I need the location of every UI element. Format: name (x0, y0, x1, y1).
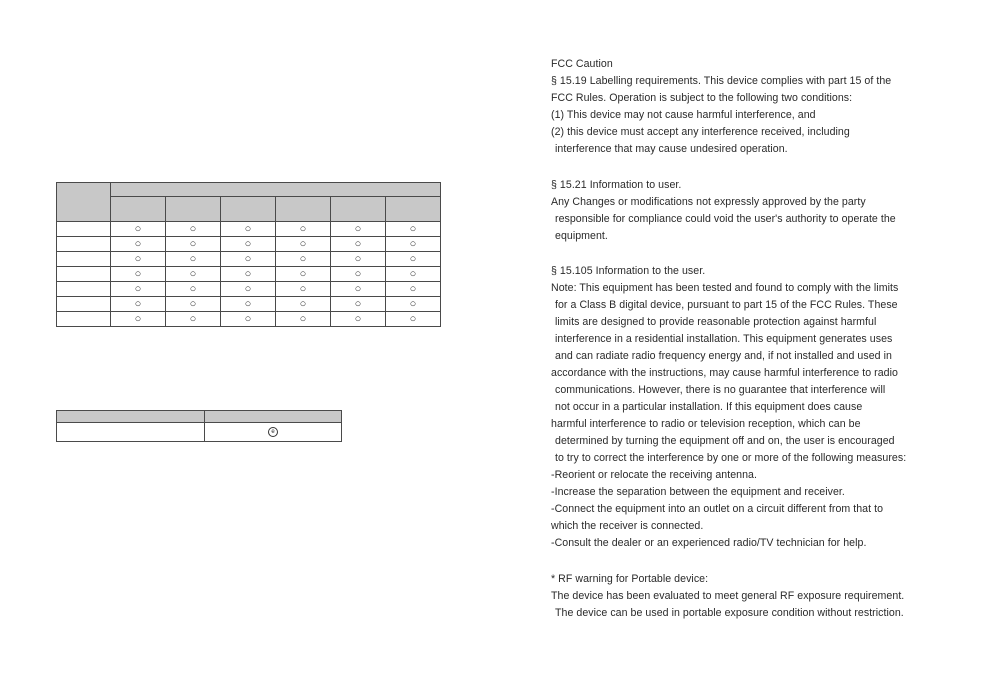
table-header-row (57, 197, 441, 222)
table-cell (166, 222, 221, 237)
part-name-cell (57, 267, 111, 282)
table-cell (386, 267, 441, 282)
hazardous-substance-table (56, 182, 441, 327)
fcc-text-line: -Reorient or relocate the receiving antenna. (551, 469, 757, 481)
table-row (57, 237, 441, 252)
table-cell (166, 237, 221, 252)
table-row (57, 222, 441, 237)
table-row (57, 252, 441, 267)
not-exceed-mark-icon: ○ (299, 282, 307, 295)
not-exceed-mark-icon: ○ (299, 312, 307, 325)
table-cell (111, 312, 166, 327)
fcc-text-line: and can radiate radio frequency energy and, if not installed and used in (555, 350, 892, 362)
table-cell (276, 282, 331, 297)
table-header-cell (221, 197, 276, 222)
fcc-text-line: (1) This device may not cause harmful interference, and (551, 109, 816, 121)
table-cell (57, 423, 205, 442)
table-cell (166, 282, 221, 297)
not-exceed-mark-icon: ○ (189, 282, 197, 295)
part-name-cell (57, 297, 111, 312)
table-header-cell (166, 197, 221, 222)
table-row (57, 312, 441, 327)
not-exceed-mark-icon: ○ (244, 267, 252, 280)
table-header-row (57, 183, 441, 197)
not-exceed-mark-icon: ○ (409, 312, 417, 325)
fcc-text-line: -Consult the dealer or an experienced radio/TV technician for help. (551, 537, 867, 549)
part-name-cell (57, 252, 111, 267)
table-cell (111, 222, 166, 237)
not-exceed-mark-icon: ○ (134, 237, 142, 250)
table-cell (276, 252, 331, 267)
efup-logo-icon: e (268, 427, 278, 437)
table-row (57, 297, 441, 312)
fcc-text-line: equipment. (555, 230, 608, 242)
not-exceed-mark-icon: ○ (189, 312, 197, 325)
table-cell (221, 267, 276, 282)
not-exceed-mark-icon: ○ (244, 297, 252, 310)
fcc-text-line: responsible for compliance could void the user's authority to operate the (555, 213, 896, 225)
fcc-text-line: FCC Rules. Operation is subject to the following two conditions: (551, 92, 853, 104)
table-header-cell (111, 197, 166, 222)
table-cell (166, 252, 221, 267)
fcc-text-line: -Increase the separation between the equipment and receiver. (551, 486, 845, 498)
table-cell (331, 297, 386, 312)
not-exceed-mark-icon: ○ (354, 282, 362, 295)
fcc-text-line: interference in a residential installation. This equipment generates uses (555, 333, 893, 345)
part-name-cell (57, 282, 111, 297)
table-cell (331, 312, 386, 327)
table-cell (276, 297, 331, 312)
table-cell (111, 297, 166, 312)
not-exceed-mark-icon: ○ (134, 297, 142, 310)
fcc-text-line: for a Class B digital device, pursuant to part 15 of the FCC Rules. These (555, 299, 898, 311)
table-cell (221, 222, 276, 237)
fcc-text-line: to try to correct the interference by one or more of the following measures: (555, 452, 907, 464)
not-exceed-mark-icon: ○ (354, 267, 362, 280)
table-cell (111, 282, 166, 297)
table-header-cell (205, 411, 342, 423)
table-cell (331, 267, 386, 282)
table-cell (386, 282, 441, 297)
table-row (57, 423, 342, 442)
fcc-text-line: § 15.19 Labelling requirements. This device complies with part 15 of the (551, 75, 892, 87)
not-exceed-mark-icon: ○ (409, 237, 417, 250)
table-cell (111, 267, 166, 282)
not-exceed-mark-icon: ○ (134, 267, 142, 280)
not-exceed-mark-icon: ○ (299, 252, 307, 265)
not-exceed-mark-icon: ○ (409, 282, 417, 295)
table-cell (166, 297, 221, 312)
not-exceed-mark-icon: ○ (409, 252, 417, 265)
table-cell (111, 237, 166, 252)
not-exceed-mark-icon: ○ (189, 252, 197, 265)
table-cell (386, 237, 441, 252)
efup-table (56, 410, 342, 442)
table-header-cell (276, 197, 331, 222)
table-cell (386, 312, 441, 327)
fcc-text-line: (2) this device must accept any interference received, including (551, 126, 850, 138)
not-exceed-mark-icon: ○ (409, 267, 417, 280)
table-cell (386, 222, 441, 237)
fcc-text-line: determined by turning the equipment off and on, the user is encouraged (555, 435, 895, 447)
not-exceed-mark-icon: ○ (299, 297, 307, 310)
fcc-text-line: The device has been evaluated to meet general RF exposure requirement. (551, 590, 905, 602)
table-cell (221, 237, 276, 252)
part-name-cell (57, 222, 111, 237)
fcc-text-line: interference that may cause undesired operation. (555, 143, 788, 155)
table-cell (276, 237, 331, 252)
table-row (57, 282, 441, 297)
table-cell (166, 312, 221, 327)
fcc-text-line: limits are designed to provide reasonable protection against harmful (555, 316, 877, 328)
not-exceed-mark-icon: ○ (409, 297, 417, 310)
table-row (57, 267, 441, 282)
not-exceed-mark-icon: ○ (354, 252, 362, 265)
table-cell (331, 222, 386, 237)
table-header-substances (111, 183, 441, 197)
fcc-section-heading: § 15.21 Information to user. (551, 179, 682, 191)
not-exceed-mark-icon: ○ (299, 267, 307, 280)
fcc-text-line: accordance with the instructions, may cause harmful interference to radio (551, 367, 898, 379)
table-cell (221, 312, 276, 327)
not-exceed-mark-icon: ○ (189, 267, 197, 280)
fcc-text-line: -Connect the equipment into an outlet on a circuit different from that to (551, 503, 884, 515)
part-name-cell (57, 237, 111, 252)
table-cell (386, 297, 441, 312)
fcc-text-line: The device can be used in portable exposure condition without restriction. (555, 607, 904, 619)
table-cell (276, 312, 331, 327)
fcc-section-heading: * RF warning for Portable device: (551, 573, 709, 585)
not-exceed-mark-icon: ○ (134, 222, 142, 235)
fcc-text-line: harmful interference to radio or television reception, which can be (551, 418, 861, 430)
table-cell (331, 282, 386, 297)
not-exceed-mark-icon: ○ (244, 312, 252, 325)
not-exceed-mark-icon: ○ (189, 237, 197, 250)
not-exceed-mark-icon: ○ (354, 222, 362, 235)
fcc-text-line: Note: This equipment has been tested and found to comply with the limits (551, 282, 899, 294)
not-exceed-mark-icon: ○ (244, 237, 252, 250)
not-exceed-mark-icon: ○ (244, 282, 252, 295)
not-exceed-mark-icon: ○ (189, 297, 197, 310)
not-exceed-mark-icon: ○ (134, 282, 142, 295)
fcc-text-line: which the receiver is connected. (551, 520, 704, 532)
not-exceed-mark-icon: ○ (244, 222, 252, 235)
hazardous-substance-table-body (57, 183, 441, 327)
table-header-row (57, 411, 342, 423)
not-exceed-mark-icon: ○ (354, 312, 362, 325)
table-header-cell (331, 197, 386, 222)
table-cell (205, 423, 342, 442)
table-cell (386, 252, 441, 267)
table-cell (331, 237, 386, 252)
not-exceed-mark-icon: ○ (134, 252, 142, 265)
part-name-cell (57, 312, 111, 327)
fcc-section-heading: § 15.105 Information to the user. (551, 265, 706, 277)
table-cell (276, 222, 331, 237)
table-cell (331, 252, 386, 267)
fcc-title: FCC Caution (551, 58, 613, 70)
not-exceed-mark-icon: ○ (299, 222, 307, 235)
table-header-part-name (57, 183, 111, 222)
table-cell (276, 267, 331, 282)
not-exceed-mark-icon: ○ (354, 297, 362, 310)
table-header-cell (386, 197, 441, 222)
not-exceed-mark-icon: ○ (189, 222, 197, 235)
fcc-text-line: not occur in a particular installation. If this equipment does cause (555, 401, 863, 413)
not-exceed-mark-icon: ○ (409, 222, 417, 235)
not-exceed-mark-icon: ○ (244, 252, 252, 265)
table-cell (221, 297, 276, 312)
table-cell (111, 252, 166, 267)
table-cell (166, 267, 221, 282)
not-exceed-mark-icon: ○ (299, 237, 307, 250)
not-exceed-mark-icon: ○ (134, 312, 142, 325)
table-header-cell (57, 411, 205, 423)
not-exceed-mark-icon: ○ (354, 237, 362, 250)
fcc-text-line: Any Changes or modifications not expressly approved by the party (551, 196, 866, 208)
fcc-text-line: communications. However, there is no guarantee that interference will (555, 384, 886, 396)
table-cell (221, 252, 276, 267)
table-cell (221, 282, 276, 297)
